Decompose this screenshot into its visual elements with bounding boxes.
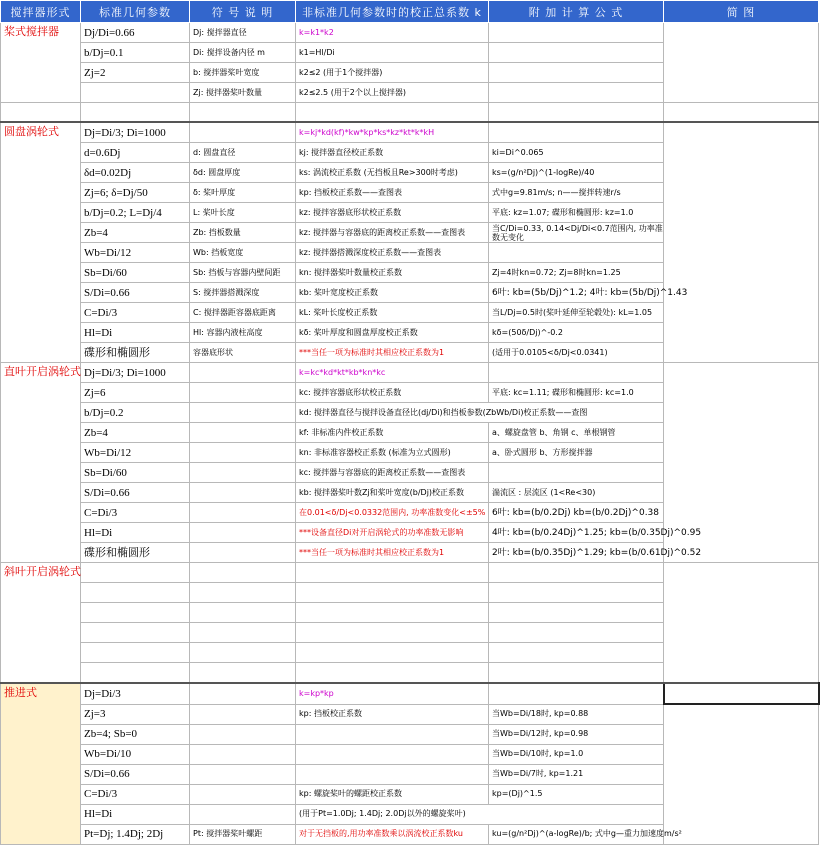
cell[interactable] [489,583,664,603]
cell[interactable]: kf: 非标准内件校正系数 [296,423,489,443]
cell[interactable]: ki=Di^0.065 [489,143,664,163]
cell[interactable] [296,623,489,643]
cell[interactable]: (用于Pt=1.0Dj; 1.4Dj; 2.0Dj以外的螺旋桨叶) [296,804,664,824]
cell[interactable]: (适用于0.0105<δ/Dj<0.0341) [489,343,664,363]
cell[interactable]: Dj=Di/3 [81,683,190,704]
cell[interactable]: d=0.6Dj [81,143,190,163]
cell[interactable]: C=Di/3 [81,503,190,523]
section-label[interactable]: 直叶开启涡轮式 [1,363,81,563]
cell[interactable]: 当L/Dj=0.5时(桨叶延伸至轮毂处): kL=1.05 [489,303,664,323]
cell[interactable]: d: 圆盘直径 [190,143,296,163]
cell[interactable]: S/Di=0.66 [81,764,190,784]
section-label[interactable]: 推进式 [1,683,81,844]
cell[interactable] [489,363,664,383]
cell[interactable]: b/Dj=0.2 [81,403,190,423]
cell[interactable] [81,663,190,684]
cell[interactable]: Zj=2 [81,63,190,83]
selected-cell[interactable] [664,683,819,704]
cell[interactable] [489,643,664,663]
cell[interactable] [81,643,190,663]
cell[interactable] [190,403,296,423]
cell[interactable]: k=k1*k2 [296,23,489,43]
cell[interactable] [190,683,296,704]
cell[interactable]: Dj: 搅拌器直径 [190,23,296,43]
cell[interactable]: k1=Hl/Di [296,43,489,63]
cell[interactable]: 当Wb=Di/18时, kp=0.88 [489,704,664,724]
cell[interactable]: kδ=(50δ/Dj)^-0.2 [489,323,664,343]
cell[interactable]: S/Di=0.66 [81,283,190,303]
cell[interactable] [296,764,489,784]
cell[interactable]: 式中g=9.81m/s; n——搅拌转速r/s [489,183,664,203]
cell[interactable]: kn: 非标准容器校正系数 (标准为立式圆形) [296,443,489,463]
cell[interactable]: b/Dj=0.1 [81,43,190,63]
header-cell[interactable]: 附 加 计 算 公 式 [489,1,664,23]
cell[interactable] [190,784,296,804]
cell[interactable]: C: 搅拌器距容器底距离 [190,303,296,323]
header-cell[interactable]: 符 号 说 明 [190,1,296,23]
cell[interactable] [489,663,664,684]
cell[interactable]: 当C/Di=0.33, 0.14<Dj/Di<0.7范围内, 功率准数无变化 [489,223,664,243]
cell[interactable] [489,83,664,103]
cell[interactable] [296,583,489,603]
cell[interactable]: a、卧式圆形 b、方形搅拌器 [489,443,664,463]
cell[interactable] [190,483,296,503]
table-row [1,683,819,704]
cell[interactable]: k=kj*kd(kf)*kw*kp*ks*kz*kt*k*kH [296,122,489,143]
cell[interactable]: Dj/Di=0.66 [81,23,190,43]
cell[interactable]: b: 搅拌器桨叶宽度 [190,63,296,83]
cell[interactable] [190,563,296,583]
cell[interactable]: Zj=3 [81,704,190,724]
cell[interactable] [489,623,664,643]
cell[interactable]: S/Di=0.66 [81,483,190,503]
cell[interactable]: 平底: kz=1.07; 碟形和椭圆形: kz=1.0 [489,203,664,223]
cell[interactable]: kc: 搅拌器与容器底的距离校正系数——查图表 [296,463,489,483]
cell[interactable]: Wb=Di/10 [81,744,190,764]
cell[interactable] [190,443,296,463]
cell[interactable]: Zb=4 [81,223,190,243]
cell[interactable]: ***当任一项为标准时其相应校正系数为1 [296,343,489,363]
cell[interactable] [296,603,489,623]
cell[interactable] [190,623,296,643]
cell[interactable] [190,663,296,684]
cell[interactable]: ks=(g/n²Dj)^(1-logRe)/40 [489,163,664,183]
cell[interactable]: k=kc*kd*kt*kb*kn*kc [296,363,489,383]
cell[interactable]: Dj=Di/3; Di=1000 [81,363,190,383]
cell[interactable] [489,103,664,123]
cell[interactable] [489,603,664,623]
cell[interactable] [190,423,296,443]
cell[interactable] [81,563,190,583]
cell[interactable] [190,724,296,744]
cell[interactable]: Pt: 搅拌器桨叶螺距 [190,824,296,844]
cell[interactable]: 2叶: kb=(b/0.35Dj)^1.29; kb=(b/0.61Dj)^0.52 [489,543,664,563]
cell[interactable]: C=Di/3 [81,784,190,804]
cell[interactable]: Wb: 挡板宽度 [190,243,296,263]
table-row [1,704,819,724]
cell[interactable] [489,63,664,83]
cell[interactable]: Pt=Dj; 1.4Dj; 2Dj [81,824,190,844]
header-cell[interactable]: 搅拌器形式 [1,1,81,23]
cell[interactable]: Hl: 容器内液柱高度 [190,323,296,343]
cell[interactable]: Wb=Di/12 [81,443,190,463]
cell[interactable] [296,563,489,583]
cell[interactable]: Zj=6; δ=Dj/50 [81,183,190,203]
cell[interactable]: 当Wb=Di/7时, kp=1.21 [489,764,664,784]
cell[interactable]: δd=0.02Dj [81,163,190,183]
cell[interactable] [81,583,190,603]
cell[interactable]: Sb=Di/60 [81,463,190,483]
cell[interactable] [489,683,664,704]
cell[interactable] [190,463,296,483]
cell[interactable]: k=kp*kp [296,683,489,704]
cell[interactable]: Zb=4 [81,423,190,443]
cell[interactable]: Zj=6 [81,383,190,403]
cell[interactable]: kb: 搅拌器桨叶数Zj和桨叶宽度(b/Dj)校正系数 [296,483,489,503]
header-cell[interactable]: 非标准几何参数时的校正总系数 k [296,1,489,23]
cell[interactable]: C=Di/3 [81,303,190,323]
cell[interactable] [190,383,296,403]
cell[interactable] [81,603,190,623]
cell[interactable]: S: 搅拌器搭溅深度 [190,283,296,303]
cell[interactable] [190,583,296,603]
cell[interactable]: kz: 搅拌器搭溅深度校正系数——查图表 [296,243,489,263]
cell[interactable]: kn: 搅拌器桨叶数量校正系数 [296,263,489,283]
cell[interactable] [190,764,296,784]
cell[interactable]: Zb: 挡板数量 [190,223,296,243]
cell[interactable]: δd: 圆盘厚度 [190,163,296,183]
cell[interactable] [81,83,190,103]
cell[interactable]: Zj: 搅拌器桨叶数量 [190,83,296,103]
cell[interactable] [664,103,819,123]
cell[interactable]: Sb=Di/60 [81,263,190,283]
cell[interactable]: kp: 挡板校正系数——查图表 [296,183,489,203]
cell[interactable]: Zb=4; Sb=0 [81,724,190,744]
cell[interactable]: 碟形和椭圆形 [81,343,190,363]
section-label[interactable]: 桨式搅拌器 [1,23,81,103]
header-cell[interactable]: 简 图 [664,1,819,23]
header-cell[interactable]: 标准几何参数 [81,1,190,23]
diagram-cell[interactable] [664,704,819,844]
cell[interactable] [489,243,664,263]
cell[interactable] [296,643,489,663]
cell[interactable] [489,43,664,63]
cell[interactable]: kc: 搅拌容器底形状校正系数 [296,383,489,403]
cell[interactable]: kb: 桨叶宽度校正系数 [296,283,489,303]
cell[interactable] [190,603,296,623]
cell[interactable] [489,23,664,43]
cell[interactable]: 6叶: kb=(b/0.2Dj) kb=(b/0.2Dj)^0.38 [489,503,664,523]
cell[interactable]: ***设备直径Di对开启涡轮式的功率准数无影响 [296,523,489,543]
cell[interactable] [190,704,296,724]
cell[interactable] [190,122,296,143]
section-label[interactable]: 圆盘涡轮式 [1,122,81,363]
cell[interactable]: kp: 螺旋桨叶的螺距校正系数 [296,784,489,804]
cell[interactable]: kp=(Dj)^1.5 [489,784,664,804]
cell[interactable]: kδ: 桨叶厚度和圆盘厚度校正系数 [296,323,489,343]
cell[interactable]: 碟形和椭圆形 [81,543,190,563]
table-row [1,363,819,383]
cell[interactable] [489,122,664,143]
cell[interactable]: kL: 桨叶长度校正系数 [296,303,489,323]
cell[interactable] [190,643,296,663]
cell[interactable] [81,623,190,643]
cell[interactable] [190,503,296,523]
table-row [1,563,819,583]
cell[interactable]: a、螺旋盘管 b、角钢 c、单根钢管 [489,423,664,443]
cell[interactable]: kj: 搅拌器直径校正系数 [296,143,489,163]
diagram-cell[interactable] [664,563,819,684]
cell[interactable]: δ: 桨叶厚度 [190,183,296,203]
cell[interactable] [489,463,664,483]
cell[interactable]: kp: 挡板校正系数 [296,704,489,724]
cell[interactable]: 当Wb=Di/10时, kp=1.0 [489,744,664,764]
cell[interactable]: b/Dj=0.2; L=Dj/4 [81,203,190,223]
cell[interactable]: kz: 搅拌容器底形状校正系数 [296,203,489,223]
cell[interactable]: Hl=Di [81,323,190,343]
cell[interactable] [296,103,489,123]
cell[interactable]: 当Wb=Di/12时, kp=0.98 [489,724,664,744]
cell[interactable]: 在0.01<δ/Dj<0.0332范围内, 功率准数变化<±5% [296,503,489,523]
cell[interactable] [489,563,664,583]
cell[interactable]: 6叶: kb=(5b/Dj)^1.2; 4叶: kb=(5b/Dj)^1.43 [489,283,664,303]
cell[interactable] [81,103,190,123]
cell[interactable]: 平底: kc=1.11; 碟形和椭圆形: kc=1.0 [489,383,664,403]
cell[interactable]: 容器底形状 [190,343,296,363]
cell[interactable]: Hl=Di [81,523,190,543]
cell[interactable] [190,543,296,563]
cell[interactable] [190,103,296,123]
cell[interactable]: kz: 搅拌器与容器底的距离校正系数——查图表 [296,223,489,243]
cell[interactable] [1,103,81,123]
diagram-cell[interactable] [664,122,819,363]
cell[interactable]: ku=(g/n²Dj)^(a-logRe)/b; 式中g—重力加速度m/s² [489,824,664,844]
section-label[interactable]: 斜叶开启涡轮式 [1,563,81,684]
cell[interactable] [190,523,296,543]
cell[interactable] [190,804,296,824]
cell[interactable] [190,363,296,383]
cell[interactable]: ks: 涡流校正系数 (无挡板且Re>300时考虑) [296,163,489,183]
cell[interactable]: k2≤2 (用于1个搅拌器) [296,63,489,83]
cell[interactable]: Wb=Di/12 [81,243,190,263]
cell[interactable] [296,724,489,744]
cell[interactable] [190,744,296,764]
cell[interactable]: 4叶: kb=(b/0.24Dj)^1.25; kb=(b/0.35Dj)^0.95 [489,523,664,543]
cell[interactable]: 对于无挡板的,用功率准数乘以涡流校正系数ku [296,824,489,844]
cell[interactable]: L: 桨叶长度 [190,203,296,223]
cell[interactable] [296,663,489,684]
cell[interactable]: Di: 搅拌设备内径 m [190,43,296,63]
diagram-cell[interactable] [664,23,819,103]
cell[interactable]: Sb: 挡板与容器内壁间距 [190,263,296,283]
table-row [1,122,819,143]
cell[interactable]: ***当任一项为标准时其相应校正系数为1 [296,543,489,563]
cell[interactable]: 湍流区 : 层流区 (1<Re<30) [489,483,664,503]
spacer-row [1,103,819,123]
cell[interactable]: kd: 搅拌器直径与搅拌设备直径比(dj/Di)和挡板参数(ZbWb/Di)校正系数——查图 [296,403,664,423]
cell[interactable] [296,744,489,764]
cell[interactable]: Zj=4时kn=0.72; Zj=8时kn=1.25 [489,263,664,283]
cell[interactable]: k2≤2.5 (用于2个以上搅拌器) [296,83,489,103]
header-row [1,1,819,23]
cell[interactable]: Hl=Di [81,804,190,824]
table-row [1,23,819,43]
cell[interactable]: Dj=Di/3; Di=1000 [81,122,190,143]
